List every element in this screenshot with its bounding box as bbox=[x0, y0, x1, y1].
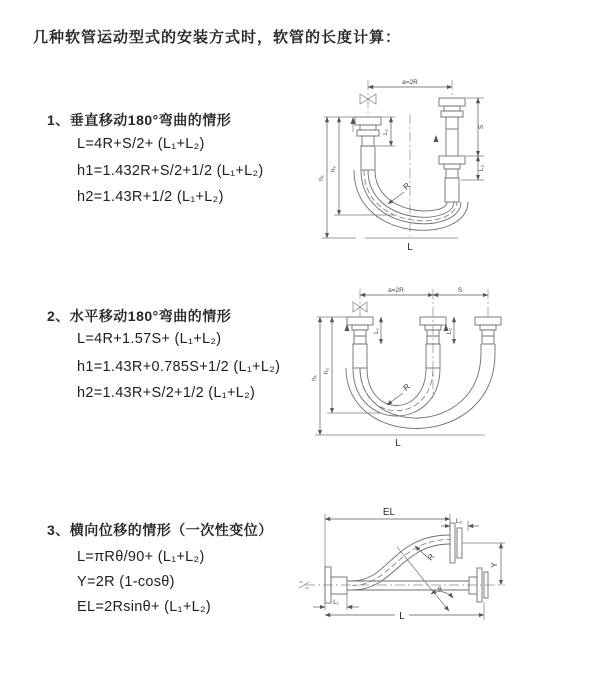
dim-label-l2: L₂ bbox=[446, 327, 453, 335]
dim-label-h1: h₁ bbox=[318, 175, 325, 181]
flow-arrow-icon bbox=[434, 135, 439, 142]
hose-displaced-inner bbox=[360, 353, 481, 418]
dim-label-y: Y bbox=[490, 562, 499, 568]
left-fitting bbox=[355, 117, 381, 146]
diagram-horizontal-180-bend bbox=[303, 283, 568, 455]
dim-label-theta: θ bbox=[438, 586, 442, 593]
dim-label-r: R bbox=[401, 180, 412, 192]
page-title: 几种软管运动型式的安装方式时，软管的长度计算： bbox=[33, 29, 402, 46]
formula-line: h1=1.432R+S/2+1/2 (L₁+L₂) bbox=[77, 163, 264, 179]
formula-line: L=πRθ/90+ (L₁+L₂) bbox=[77, 549, 205, 565]
dim-label-r: R bbox=[425, 552, 437, 563]
formula-line: h2=1.43R+S/2+1/2 (L₁+L₂) bbox=[77, 385, 256, 401]
formula-line: L=4R+1.57S+ (L₁+L₂) bbox=[77, 331, 222, 347]
radius-leader bbox=[415, 546, 427, 557]
section-1-heading: 1、垂直移动180°弯曲的情形 bbox=[47, 112, 232, 128]
radius-leader bbox=[388, 192, 404, 204]
dim-label-l1: L₁ bbox=[373, 328, 380, 334]
hose-centerline bbox=[360, 368, 433, 411]
diagram-vertical-180-bend bbox=[308, 74, 523, 254]
dim-label-l2: L₂ bbox=[478, 164, 485, 172]
left-fitting bbox=[347, 317, 373, 344]
displaced-flange bbox=[450, 523, 462, 563]
diagram-lateral-displacement bbox=[297, 497, 597, 647]
chord-line bbox=[397, 547, 449, 611]
hose-inner-wall bbox=[375, 170, 447, 211]
hose-outer-wall bbox=[354, 170, 468, 230]
dim-label-l2: L₂ bbox=[455, 518, 463, 525]
dim-label-l: L bbox=[407, 242, 413, 253]
hose-centerline bbox=[364, 170, 457, 221]
dim-label-h1: h₁ bbox=[311, 375, 318, 381]
dim-label-l1: L₁ bbox=[333, 599, 339, 606]
section-2-heading: 2、水平移动180°弯曲的情形 bbox=[47, 308, 232, 324]
formula-line: EL=2Rsinθ+ (L₁+L₂) bbox=[77, 599, 212, 615]
dim-label-r: R bbox=[401, 381, 412, 393]
dim-label-h2: h₂ bbox=[330, 165, 337, 173]
dim-label-l1: L₁ bbox=[382, 129, 389, 135]
dim-label-h2: h₂ bbox=[323, 367, 330, 375]
section-3-heading: 3、横向位移的情形（一次性变位） bbox=[47, 522, 273, 538]
formula-line: Y=2R (1-cosθ) bbox=[77, 574, 175, 590]
dim-label-s: S bbox=[457, 287, 463, 294]
dim-label-a2r: a=2R bbox=[388, 287, 404, 294]
braided-hose-section bbox=[445, 178, 459, 202]
braided-hose-section bbox=[353, 344, 367, 368]
formula-line: h2=1.43R+1/2 (L₁+L₂) bbox=[77, 189, 224, 205]
dim-label-l: L bbox=[395, 438, 401, 449]
right-fitting-upper bbox=[439, 98, 465, 129]
angle-arc bbox=[431, 592, 453, 598]
braided-hose-section bbox=[361, 146, 375, 170]
dim-label-s: S bbox=[478, 124, 485, 130]
dim-label-l: L bbox=[399, 611, 405, 622]
dim-label-a2r: a=2R bbox=[402, 79, 418, 86]
hose-inner-wall bbox=[367, 368, 426, 406]
formula-line: h1=1.43R+0.785S+1/2 (L₁+L₂) bbox=[77, 359, 281, 375]
right-fitting-lower bbox=[439, 156, 465, 178]
displaced-fitting bbox=[475, 317, 501, 344]
dim-label-el: EL bbox=[382, 507, 396, 518]
formula-line: L=4R+S/2+ (L₁+L₂) bbox=[77, 136, 205, 152]
radius-leader bbox=[387, 393, 403, 405]
